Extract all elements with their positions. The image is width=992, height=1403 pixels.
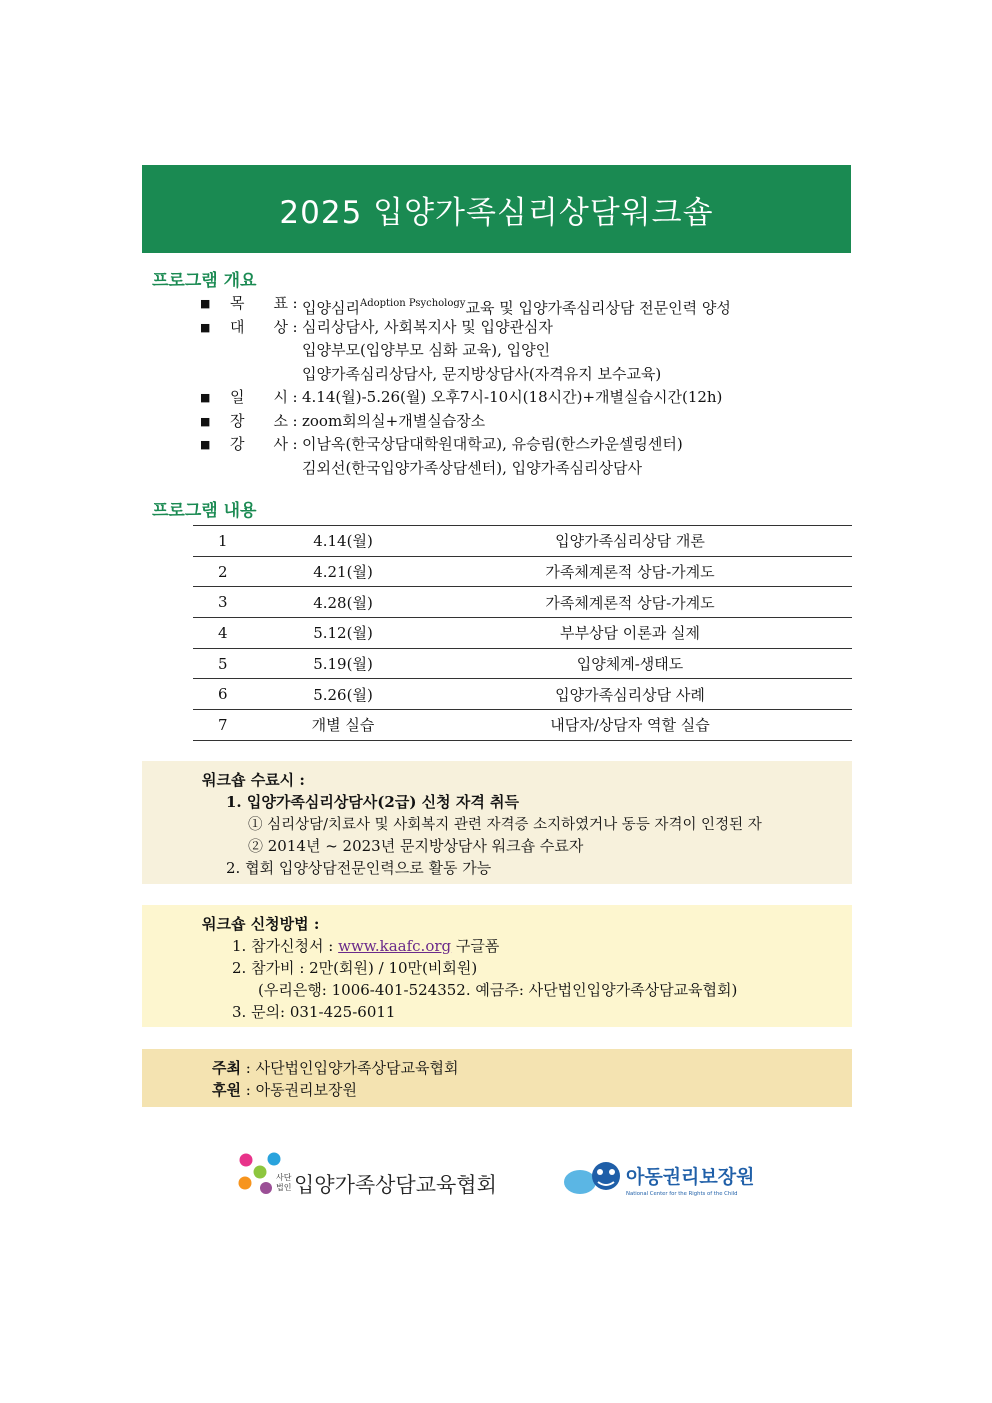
overview-label: 장 소: [230, 411, 288, 430]
child-rights-logo: [562, 1158, 762, 1200]
overview-value: 이남옥(한국상담대학원대학교), 유승림(한스카운셀링센터): [302, 435, 683, 453]
overview-label: 강 사: [230, 435, 288, 453]
table-row: 2 4.21(월) 가족체계론적 상담-가계도: [193, 556, 852, 587]
svg-text:사단: 사단: [276, 1173, 292, 1182]
table-row: 6 5.26(월) 입양가족심리상담 사례: [193, 679, 852, 710]
overview-row-goal: ■ 목 표 : 입양심리$^{Adoption Psychology}$교육 및 입양가족심리상담 전문인력 양성: [200, 292, 850, 316]
schedule-table: [193, 525, 852, 741]
application-bank-info: (우리은행: 1006-401-524352. 예금주: 사단법인입양가족상담교육협회): [258, 981, 738, 999]
svg-text:법인: 법인: [276, 1183, 292, 1192]
svg-text:아동권리보장원: 아동권리보장원: [626, 1166, 755, 1188]
table-row: 3 4.28(월) 가족체계론적 상담-가계도: [193, 587, 852, 618]
overview-value: 입양심리$^{Adoption Psychology}$교육 및 입양가족심리상담 전문인력 양성: [302, 298, 731, 317]
overview-label: 대 상: [230, 317, 288, 336]
child-rights-logo-icon: [562, 1158, 762, 1200]
overview-list: [200, 292, 850, 480]
hosts-box: [142, 1049, 852, 1107]
page-title: 2025 입양가족심리상담워크숍: [279, 194, 714, 231]
overview-continuation: 입양가족심리상담사, 문지방상담사(자격유지 보수교육): [302, 364, 662, 383]
overview-row-instructor: ■ 강 사 : 이남옥(한국상담대학원대학교), 유승림(한스카운셀링센터): [200, 433, 850, 457]
completion-sub-2: ② 2014년 ~ 2023년 문지방상담사 워크숍 수료자: [248, 837, 584, 855]
application-item-3: 3. 문의: 031-425-6011: [232, 1003, 396, 1021]
svg-text:입양가족상담교육협회: 입양가족상담교육협회: [294, 1173, 496, 1197]
overview-row-target: ■ 대 상 : 심리상담사, 사회복지사 및 입양관심자: [200, 316, 850, 340]
bullet-icon: ■: [200, 438, 211, 451]
title-banner: [142, 165, 851, 253]
application-box: [142, 905, 852, 1027]
overview-label: 목 표: [230, 294, 288, 312]
completion-item-2: 2. 협회 입양상담전문인력으로 활동 가능: [226, 859, 492, 877]
application-title: 워크숍 신청방법 :: [202, 915, 320, 933]
completion-box: [142, 761, 852, 884]
bullet-icon: ■: [200, 414, 211, 428]
completion-item-1: 1. 입양가족심리상담사(2급) 신청 자격 취득: [226, 793, 520, 811]
table-row: 7 개별 실습 내담자/상담자 역할 실습: [193, 710, 852, 741]
completion-sub-1: ① 심리상담/치료사 및 사회복지 관련 자격증 소지하였거나 동등 자격이 인정된 자: [248, 817, 762, 833]
overview-row-place: ■ 장 소 : zoom회의실+개별실습장소: [200, 410, 850, 434]
overview-row-date: ■ 일 시 : 4.14(월)-5.26(월) 오후7시-10시(18시간)+개별실습시간(12h): [200, 386, 850, 410]
table-row: 5 5.19(월) 입양체계-생태도: [193, 648, 852, 679]
host-line: 주최 : 사단법인입양가족상담교육협회: [212, 1059, 459, 1077]
sponsor-line: 후원 : 아동권리보장원: [212, 1081, 358, 1099]
overview-continuation: 입양부모(입양부모 심화 교육), 입양인: [302, 341, 551, 359]
overview-label: 일 시: [230, 388, 288, 406]
bullet-icon: ■: [200, 391, 211, 404]
overview-value: 4.14(월)-5.26(월) 오후7시-10시(18시간)+개별실습시간(12h): [302, 388, 723, 406]
overview-value: 심리상담사, 사회복지사 및 입양관심자: [302, 317, 553, 336]
svg-text:National Center for the Rights: National Center for the Rights of the Child: [626, 1191, 738, 1197]
overview-value: zoom회의실+개별실습장소: [302, 411, 486, 430]
application-item-2: 2. 참가비 : 2만(회원) / 10만(비회원): [232, 959, 478, 977]
association-logo-icon: [236, 1150, 496, 1198]
bullet-icon: ■: [200, 320, 211, 334]
table-row: 1 4.14(월) 입양가족심리상담 개론: [193, 526, 852, 557]
website-link[interactable]: www.kaafc.org: [338, 937, 452, 955]
completion-title: 워크숍 수료시 :: [202, 771, 305, 789]
application-item-1: 1. 참가신청서 : www.kaafc.org 구글폼: [232, 937, 500, 955]
bullet-icon: ■: [200, 297, 211, 310]
overview-continuation: 김외선(한국입양가족상담센터), 입양가족심리상담사: [302, 458, 643, 477]
association-logo: [236, 1150, 496, 1198]
schedule-section-title: 프로그램 내용: [152, 501, 257, 521]
overview-section-title: 프로그램 개요: [152, 271, 257, 291]
table-row: 4 5.12(월) 부부상담 이론과 실제: [193, 618, 852, 649]
